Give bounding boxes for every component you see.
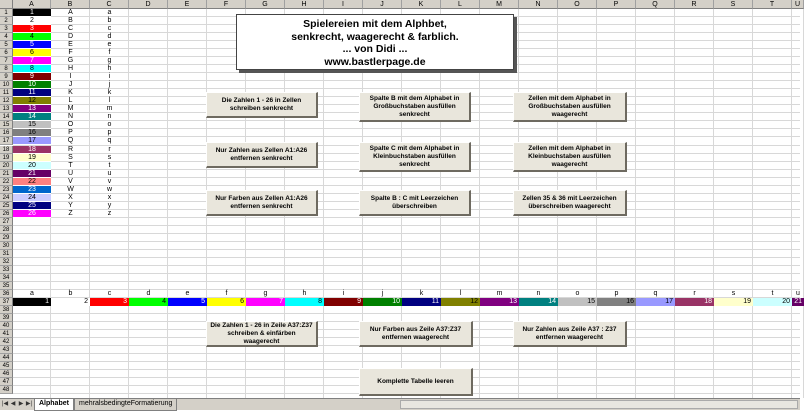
gridline-row (13, 185, 800, 186)
cell-row37[interactable]: 13 (480, 298, 519, 306)
cell-row36[interactable]: h (302, 290, 307, 298)
gridline-row (13, 72, 800, 73)
cell-a[interactable]: 3 (13, 25, 51, 33)
cell-row36[interactable]: k (419, 290, 424, 298)
cell-row37[interactable]: 7 (246, 298, 285, 306)
row-header[interactable]: 15 (0, 121, 13, 129)
cell-b[interactable]: V (68, 177, 73, 185)
row-header[interactable]: 42 (0, 338, 13, 346)
cell-row36[interactable]: l (459, 290, 462, 298)
cell-b[interactable]: N (67, 113, 74, 121)
column-header[interactable]: S (714, 0, 753, 9)
gridline-col (674, 9, 675, 398)
column-header[interactable]: D (129, 0, 168, 9)
gridline-row (13, 265, 800, 266)
cell-row37[interactable]: 20 (753, 298, 792, 306)
btn-remove-colors-vertical[interactable]: Nur Farben aus Zellen A1:A26 entfernen senkrecht (206, 190, 318, 216)
row-header[interactable]: 8 (0, 65, 13, 73)
btn-lower-horizontal[interactable]: Zellen mit dem Alphabet in Kleinbuchstaben ausfüllen waagerecht (513, 142, 627, 172)
cell-b[interactable]: Y (68, 201, 73, 209)
cell-c[interactable]: s (107, 153, 112, 161)
gridline-col (752, 9, 753, 398)
cell-c[interactable]: u (107, 169, 112, 177)
row-header[interactable]: 13 (0, 105, 13, 113)
cell-b[interactable]: C (67, 25, 74, 33)
cell-row37[interactable]: 1 (13, 298, 51, 306)
btn-clear-rows-35-36[interactable]: Zellen 35 & 36 mit Leerzeichen überschreiben waagerecht (513, 190, 627, 216)
column-header[interactable]: H (285, 0, 324, 9)
gridline-row (13, 136, 800, 137)
cell-row37[interactable]: 19 (714, 298, 753, 306)
next-sheet-icon[interactable]: ▶ (18, 401, 24, 407)
row-header[interactable]: 46 (0, 370, 13, 378)
gridline-row (13, 177, 800, 178)
column-header[interactable]: P (597, 0, 636, 9)
cell-row36[interactable]: e (185, 290, 190, 298)
cell-row37[interactable]: 16 (597, 298, 636, 306)
gridline-row (13, 353, 800, 354)
cell-row36[interactable]: c (107, 290, 112, 298)
column-header[interactable]: C (90, 0, 129, 9)
gridline-row (13, 313, 800, 314)
gridline-row (13, 257, 800, 258)
row-header[interactable]: 1 (0, 9, 13, 17)
row-header[interactable]: 23 (0, 186, 13, 194)
row-header[interactable]: 26 (0, 210, 13, 218)
column-header[interactable]: A (13, 0, 51, 9)
cell-a[interactable]: 16 (13, 129, 51, 137)
cell-row37[interactable]: 14 (519, 298, 558, 306)
cell-c[interactable]: x (107, 193, 112, 201)
cell-a[interactable]: 22 (13, 178, 51, 186)
btn-remove-numbers-horizontal[interactable]: Nur Zahlen aus Zeile A37 : Z37 entfernen waagerecht (513, 321, 627, 347)
cell-b[interactable]: I (69, 73, 72, 81)
gridline-row (13, 241, 800, 242)
cell-b[interactable]: J (68, 81, 73, 89)
row-header[interactable]: 31 (0, 250, 13, 258)
cell-b[interactable]: Q (67, 137, 74, 145)
cell-a[interactable]: 13 (13, 105, 51, 113)
gridline-row (13, 128, 800, 129)
cell-b[interactable]: M (67, 105, 74, 113)
cell-c[interactable]: w (106, 185, 113, 193)
cell-c[interactable]: d (107, 33, 112, 41)
cell-row37[interactable]: 6 (207, 298, 246, 306)
row-header[interactable]: 32 (0, 258, 13, 266)
column-header[interactable]: U (792, 0, 804, 9)
cell-b[interactable]: R (67, 145, 74, 153)
row-header[interactable]: 9 (0, 73, 13, 81)
gridline-row (13, 233, 800, 234)
row-header[interactable]: 44 (0, 354, 13, 362)
cell-c[interactable]: n (107, 113, 112, 121)
cell-c[interactable]: a (107, 9, 112, 16)
cell-row37[interactable]: 10 (363, 298, 402, 306)
column-header[interactable]: O (558, 0, 597, 9)
cell-a[interactable]: 12 (13, 97, 51, 105)
cell-row36[interactable]: u (796, 290, 800, 298)
cell-c[interactable]: r (108, 145, 111, 153)
cell-b[interactable]: G (67, 57, 74, 65)
row-header[interactable]: 6 (0, 49, 13, 57)
cell-a[interactable]: 19 (13, 154, 51, 162)
cell-c[interactable]: c (107, 25, 112, 33)
cell-row37[interactable]: 15 (558, 298, 597, 306)
column-header[interactable]: M (480, 0, 519, 9)
cell-row36[interactable]: t (771, 290, 774, 298)
row-header[interactable]: 18 (0, 146, 13, 154)
row-header[interactable]: 14 (0, 113, 13, 121)
cell-b[interactable]: Z (68, 209, 73, 217)
cell-row37[interactable]: 9 (324, 298, 363, 306)
title-line-2: senkrecht, waagerecht & farblich. (291, 30, 459, 43)
cell-b[interactable]: K (68, 89, 73, 97)
row-header[interactable]: 29 (0, 234, 13, 242)
cell-b[interactable]: E (68, 41, 73, 49)
cell-row36[interactable]: i (342, 290, 345, 298)
horizontal-scrollbar[interactable] (400, 400, 798, 409)
cell-a[interactable]: 23 (13, 186, 51, 194)
row-header[interactable]: 35 (0, 282, 13, 290)
btn-upper-horizontal[interactable]: Zellen mit dem Alphabet in Großbuchstaben ausfüllen waagerecht (513, 92, 627, 122)
row-header[interactable]: 4 (0, 33, 13, 41)
cell-row36[interactable]: f (225, 290, 228, 298)
cell-c[interactable]: v (107, 177, 112, 185)
gridline-row (13, 217, 800, 218)
btn-col-b-upper[interactable]: Spalte B mit dem Alphabet in Großbuchstaben ausfüllen senkrecht (359, 92, 471, 122)
row-header[interactable]: 12 (0, 97, 13, 105)
cell-b[interactable]: F (68, 49, 73, 57)
cell-c[interactable]: l (108, 97, 111, 105)
cell-a[interactable]: 9 (13, 73, 51, 81)
row-header[interactable]: 30 (0, 242, 13, 250)
row-header[interactable]: 21 (0, 170, 13, 178)
cell-row37[interactable]: 5 (168, 298, 207, 306)
cell-a[interactable]: 26 (13, 210, 51, 218)
column-header[interactable]: E (168, 0, 207, 9)
row-header[interactable]: 43 (0, 346, 13, 354)
row-header[interactable]: 47 (0, 378, 13, 386)
sheet-tab-bar (0, 398, 800, 410)
cell-a[interactable]: 18 (13, 146, 51, 154)
cell-row36[interactable]: o (575, 290, 580, 298)
gridline-row (13, 281, 800, 282)
cell-c[interactable]: h (107, 65, 112, 73)
cell-c[interactable]: p (107, 129, 112, 137)
row-header[interactable]: 37 (0, 298, 13, 306)
row-header[interactable]: 39 (0, 314, 13, 322)
column-header[interactable]: L (441, 0, 480, 9)
btn-clear-b-c[interactable]: Spalte B : C mit Leerzeichen überschreiben (359, 190, 471, 216)
cell-a[interactable]: 11 (13, 89, 51, 97)
cell-a[interactable]: 7 (13, 57, 51, 65)
cell-b[interactable]: U (67, 169, 74, 177)
cell-a[interactable]: 24 (13, 194, 51, 202)
cell-b[interactable]: W (67, 185, 74, 193)
column-header[interactable]: K (402, 0, 441, 9)
cell-a[interactable]: 14 (13, 113, 51, 121)
cell-b[interactable]: S (68, 153, 73, 161)
cell-row37[interactable]: 3 (90, 298, 129, 306)
column-header[interactable]: G (246, 0, 285, 9)
gridline-col (713, 9, 714, 398)
cell-row37[interactable]: 11 (402, 298, 441, 306)
cell-a[interactable]: 21 (13, 170, 51, 178)
gridline-row (13, 361, 800, 362)
cell-row37[interactable]: 2 (51, 298, 90, 306)
cell-c[interactable]: b (107, 17, 112, 25)
row-header[interactable]: 19 (0, 154, 13, 162)
cell-c[interactable]: q (107, 137, 112, 145)
cell-c[interactable]: e (107, 41, 112, 49)
column-header[interactable]: B (51, 0, 90, 9)
cell-row37[interactable]: 4 (129, 298, 168, 306)
cell-row36[interactable]: p (614, 290, 619, 298)
cell-a[interactable]: 15 (13, 121, 51, 129)
gridline-row (13, 88, 800, 89)
row-header[interactable]: 2 (0, 17, 13, 25)
row-header[interactable]: 34 (0, 274, 13, 282)
cell-a[interactable]: 17 (13, 137, 51, 145)
row-header[interactable]: 22 (0, 178, 13, 186)
cell-a[interactable]: 6 (13, 49, 51, 57)
btn-remove-colors-horizontal[interactable]: Nur Farben aus Zeile A37:Z37 entfernen waagerecht (359, 321, 473, 347)
cell-row36[interactable]: m (496, 290, 503, 298)
row-header[interactable]: 20 (0, 162, 13, 170)
cell-row37[interactable]: 17 (636, 298, 675, 306)
row-header[interactable]: 36 (0, 290, 13, 298)
cell-row36[interactable]: a (30, 290, 34, 298)
column-header[interactable]: I (324, 0, 363, 9)
cell-a[interactable]: 2 (13, 17, 51, 25)
btn-clear-table[interactable]: Komplette Tabelle leeren (359, 368, 473, 396)
cell-row36[interactable]: b (68, 290, 73, 298)
column-header[interactable]: T (753, 0, 792, 9)
cell-row36[interactable]: r (693, 290, 696, 298)
title-line-1: Spielereien mit dem Alphbet, (303, 18, 447, 30)
row-header[interactable]: 11 (0, 89, 13, 97)
cell-row37[interactable]: 21 (792, 298, 804, 306)
cell-b[interactable]: D (67, 33, 74, 41)
cell-row37[interactable]: 18 (675, 298, 714, 306)
cell-c[interactable]: t (108, 161, 111, 169)
select-all-corner[interactable] (0, 0, 13, 9)
row-header[interactable]: 17 (0, 137, 13, 145)
cell-a[interactable]: 8 (13, 65, 51, 73)
cell-c[interactable]: k (107, 89, 112, 97)
title-textbox (236, 14, 514, 70)
row-header[interactable]: 3 (0, 25, 13, 33)
cell-b[interactable]: P (68, 129, 73, 137)
gridline-row (13, 225, 800, 226)
row-header[interactable]: 24 (0, 194, 13, 202)
row-header[interactable]: 41 (0, 330, 13, 338)
last-sheet-icon[interactable]: ▶| (25, 401, 33, 407)
cell-b[interactable]: L (68, 97, 73, 105)
cell-c[interactable]: i (108, 73, 111, 81)
tab-alphabet[interactable]: Alphabet (34, 399, 74, 411)
row-header[interactable]: 28 (0, 226, 13, 234)
gridline-row (13, 273, 800, 274)
cell-b[interactable]: T (68, 161, 73, 169)
cell-c[interactable]: m (106, 105, 113, 113)
btn-numbers-horizontal[interactable]: Die Zahlen 1 - 26 in Zeile A37:Z37 schreiben & einfärben waagerecht (206, 321, 318, 347)
column-header[interactable]: F (207, 0, 246, 9)
tab-mehralsbedingteformatierung[interactable]: mehralsbedingteFormatierung (74, 399, 177, 411)
row-header[interactable]: 7 (0, 57, 13, 65)
cell-a[interactable]: 1 (13, 9, 51, 17)
cell-c[interactable]: z (107, 209, 112, 217)
first-sheet-icon[interactable]: |◀ (1, 401, 9, 407)
row-header[interactable]: 27 (0, 218, 13, 226)
row-header[interactable]: 33 (0, 266, 13, 274)
prev-sheet-icon[interactable]: ◀ (10, 401, 16, 407)
cell-b[interactable]: H (67, 65, 74, 73)
cell-c[interactable]: g (107, 57, 112, 65)
cell-b[interactable]: X (68, 193, 73, 201)
row-header[interactable]: 48 (0, 386, 13, 394)
cell-row36[interactable]: q (653, 290, 658, 298)
gridline-row (13, 80, 800, 81)
cell-a[interactable]: 5 (13, 41, 51, 49)
row-header[interactable]: 5 (0, 41, 13, 49)
cell-row36[interactable]: n (536, 290, 541, 298)
cell-b[interactable]: B (68, 17, 73, 25)
cell-b[interactable]: A (68, 9, 73, 16)
gridline-col (167, 9, 168, 398)
cell-a[interactable]: 4 (13, 33, 51, 41)
row-header[interactable]: 38 (0, 306, 13, 314)
cell-a[interactable]: 25 (13, 202, 51, 210)
cell-c[interactable]: y (107, 201, 112, 209)
cell-row36[interactable]: g (263, 290, 268, 298)
cell-c[interactable]: o (107, 121, 112, 129)
btn-numbers-vertical[interactable]: Die Zahlen 1 - 26 in Zellen schreiben senkrecht (206, 92, 318, 118)
row-header[interactable]: 45 (0, 362, 13, 370)
cell-row36[interactable]: j (381, 290, 384, 298)
column-header[interactable]: Q (636, 0, 675, 9)
column-header[interactable]: R (675, 0, 714, 9)
cell-c[interactable]: j (108, 81, 111, 89)
cell-row37[interactable]: 8 (285, 298, 324, 306)
btn-remove-numbers-vertical[interactable]: Nur Zahlen aus Zellen A1:A26 entfernen senkrecht (206, 142, 318, 168)
column-header[interactable]: N (519, 0, 558, 9)
row-header[interactable]: 16 (0, 129, 13, 137)
title-line-4: www.bastlerpage.de (324, 55, 426, 68)
gridline-row (13, 249, 800, 250)
row-header[interactable]: 25 (0, 202, 13, 210)
btn-col-c-lower[interactable]: Spalte C mit dem Alphabet in Kleinbuchstaben ausfüllen senkrecht (359, 142, 471, 172)
cell-row36[interactable]: d (146, 290, 151, 298)
cell-c[interactable]: f (108, 49, 111, 57)
row-header[interactable]: 10 (0, 81, 13, 89)
cell-row37[interactable]: 12 (441, 298, 480, 306)
cell-b[interactable]: O (67, 121, 74, 129)
row-header[interactable]: 40 (0, 322, 13, 330)
cell-row36[interactable]: s (731, 290, 736, 298)
gridline-col (791, 9, 792, 398)
gridline-col (635, 9, 636, 398)
cell-a[interactable]: 20 (13, 162, 51, 170)
cell-a[interactable]: 10 (13, 81, 51, 89)
title-line-3: ... von Didi ... (342, 43, 408, 55)
column-header[interactable]: J (363, 0, 402, 9)
